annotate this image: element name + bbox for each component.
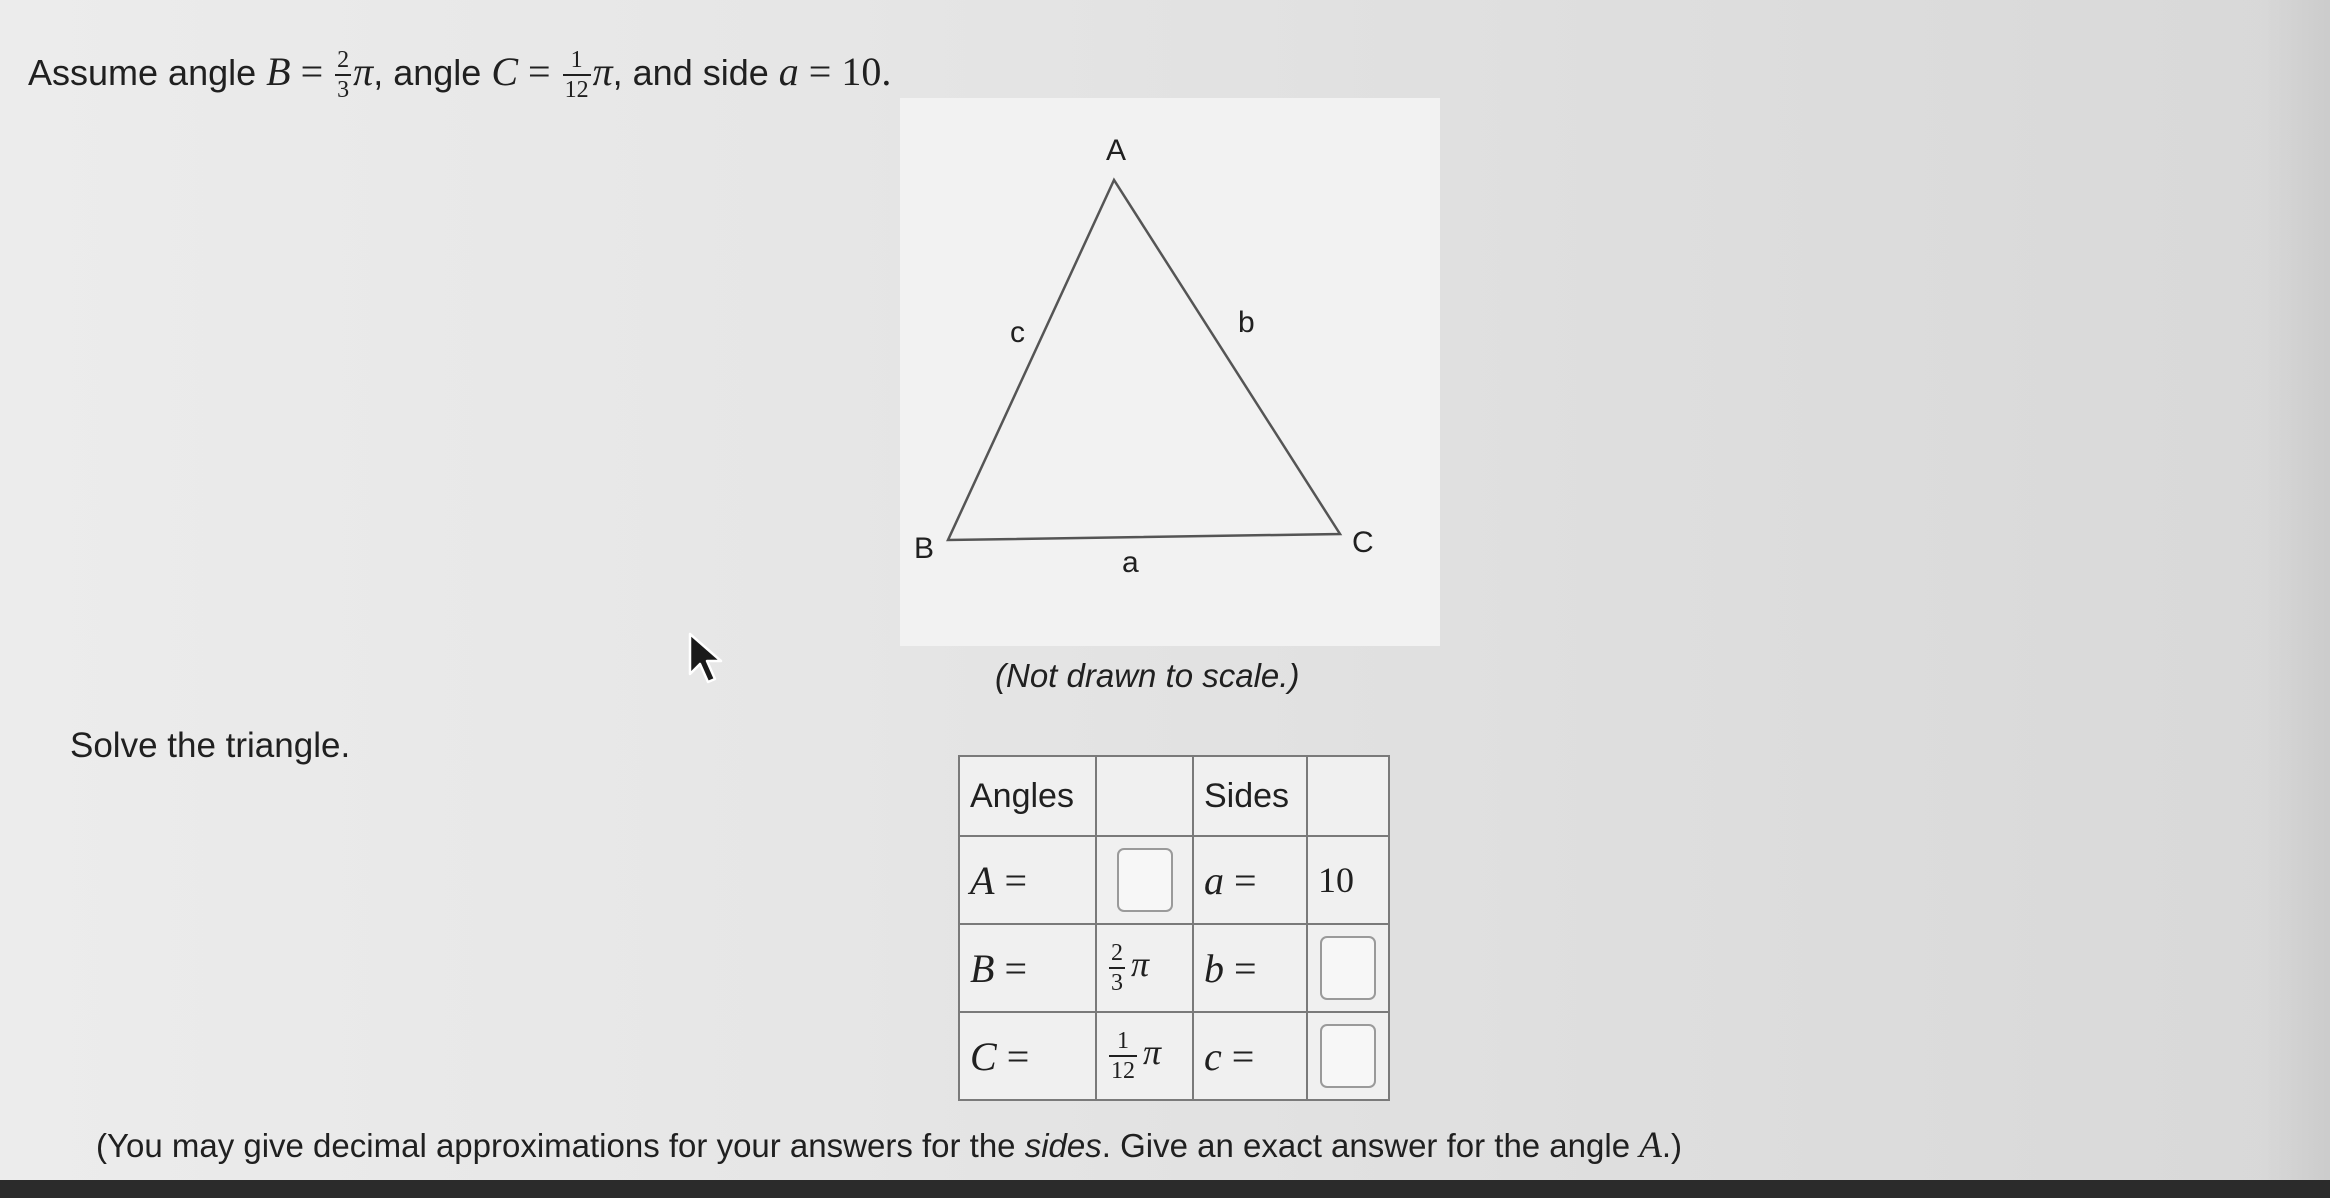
mouse-cursor-icon	[688, 632, 728, 688]
equals-sign: =	[1006, 1033, 1030, 1079]
figure-caption: (Not drawn to scale.)	[995, 657, 1300, 694]
note-angle-var: A	[1639, 1125, 1662, 1166]
side-a-variable: a	[778, 49, 799, 94]
side-c-cell	[1307, 1012, 1389, 1100]
side-a-value: 10	[841, 49, 882, 94]
fraction-numerator: 2	[1111, 940, 1123, 966]
side-a-label: a	[1122, 546, 1139, 579]
angle-c-value-cell	[1096, 1012, 1193, 1100]
angle-a-input[interactable]	[1117, 848, 1173, 912]
angle-a-label	[959, 836, 1096, 924]
angle-a-cell	[1096, 836, 1193, 924]
screen-bottom-bar	[0, 1180, 2330, 1198]
angle-var: C	[970, 1033, 997, 1079]
vertex-a-label: A	[1106, 134, 1127, 167]
side-a-value: 10	[1318, 860, 1354, 900]
note-sides-emphasis: sides	[1024, 1127, 1102, 1164]
angle-c-label	[959, 1012, 1096, 1100]
equals-sign: =	[1231, 1033, 1255, 1079]
vertex-b-label: B	[914, 532, 935, 565]
equals-sign: =	[1234, 857, 1257, 903]
solve-instruction: Solve the triangle.	[70, 726, 351, 765]
equals-sign: =	[300, 49, 324, 94]
vertex-c-label: C	[1352, 526, 1374, 559]
sides-header: Sides	[1193, 756, 1307, 836]
equals-sign: =	[1234, 945, 1257, 991]
angle-c-variable: C	[491, 49, 518, 94]
fraction-numerator: 1	[570, 47, 583, 74]
table-row	[959, 1012, 1389, 1100]
side-c-label-cell	[1193, 1012, 1307, 1100]
side-a-label-cell	[1193, 836, 1307, 924]
table-row	[959, 836, 1389, 924]
angles-value-header	[1096, 756, 1193, 836]
side-c-input[interactable]	[1320, 1024, 1376, 1088]
triangle-shape	[948, 180, 1340, 540]
fraction-denominator: 3	[1109, 967, 1125, 995]
note-text-2: . Give an exact answer for the angle	[1101, 1127, 1640, 1164]
fraction-denominator: 3	[335, 74, 351, 102]
page-edge-shadow	[2260, 0, 2330, 1180]
prompt-text-3: , and side	[612, 52, 779, 93]
prompt-text-1: Assume angle	[28, 52, 267, 93]
angle-var: B	[970, 945, 995, 991]
angle-b-label	[959, 924, 1096, 1012]
table-row	[959, 924, 1389, 1012]
side-var: a	[1204, 857, 1224, 903]
angle-var: A	[970, 857, 995, 903]
pi-symbol: π	[1131, 944, 1150, 985]
table-header-row	[959, 756, 1389, 836]
note-text-3: .)	[1661, 1127, 1683, 1164]
answer-instructions	[96, 1124, 1682, 1167]
angle-b-variable: B	[266, 49, 291, 94]
fraction-numerator: 1	[1117, 1028, 1129, 1054]
triangle-figure	[900, 98, 1440, 646]
problem-statement	[28, 48, 891, 102]
fraction-denominator: 12	[1109, 1055, 1137, 1083]
angles-header: Angles	[959, 756, 1096, 836]
pi-symbol: π	[1143, 1032, 1162, 1073]
side-b-cell	[1307, 924, 1389, 1012]
side-var: c	[1204, 1033, 1222, 1079]
equals-sign: =	[528, 49, 551, 94]
pi-symbol: π	[592, 49, 613, 94]
equals-sign: =	[808, 49, 832, 94]
angle-b-fraction	[1109, 941, 1125, 995]
note-text-1: (You may give decimal approximations for your answers for the	[96, 1127, 1025, 1164]
angle-b-value-cell	[1096, 924, 1193, 1012]
equals-sign: =	[1004, 945, 1027, 991]
angle-b-fraction	[335, 48, 351, 102]
side-c-label: c	[1010, 316, 1025, 349]
sides-value-header	[1307, 756, 1389, 836]
side-b-input[interactable]	[1320, 936, 1376, 1000]
side-b-label: b	[1238, 306, 1255, 339]
fraction-denominator: 12	[563, 74, 591, 102]
prompt-text-2: , angle	[373, 52, 492, 93]
solution-table	[958, 755, 1390, 1101]
prompt-period: .	[881, 49, 892, 94]
side-var: b	[1204, 945, 1224, 991]
angle-c-fraction	[563, 48, 591, 102]
angle-c-fraction	[1109, 1029, 1137, 1083]
pi-symbol: π	[353, 49, 374, 94]
equals-sign: =	[1004, 857, 1027, 903]
fraction-numerator: 2	[337, 47, 350, 74]
side-a-value-cell	[1307, 836, 1389, 924]
side-b-label-cell	[1193, 924, 1307, 1012]
triangle-diagram	[900, 98, 1440, 646]
